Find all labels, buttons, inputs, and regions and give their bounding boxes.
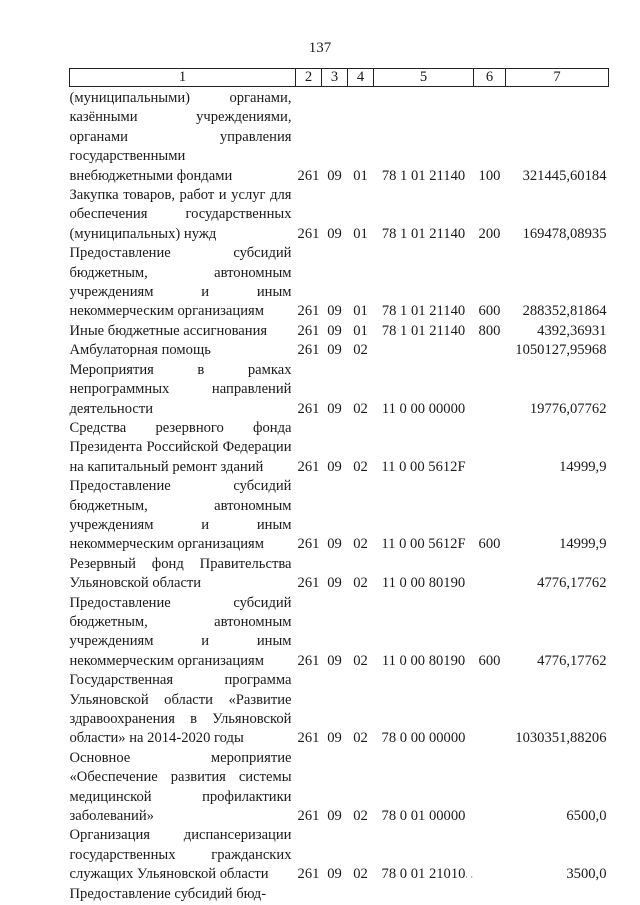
row-cs-code: 78 1 01 21140	[381, 303, 466, 320]
column-header-4: 4	[348, 69, 374, 87]
row-cs-code: 78 1 01 21140	[381, 225, 466, 242]
row-gr-code	[296, 885, 322, 904]
table-body	[70, 87, 609, 905]
row-cs-code: 11 0 00 00000	[381, 400, 466, 417]
row-sum: 6500,0	[566, 808, 607, 825]
row-vr-code: 600	[478, 536, 501, 553]
row-vr-code	[474, 555, 506, 594]
row-rz-code: 09	[327, 167, 342, 184]
row-sum: 19776,07762	[529, 400, 607, 417]
row-sum: 1050127,95968	[515, 342, 607, 359]
row-vr-code: 200	[478, 225, 501, 242]
row-pr-code: 02	[353, 652, 368, 669]
row-pr-code: 02	[353, 808, 368, 825]
table-row	[70, 555, 609, 594]
row-cs-code	[374, 341, 474, 360]
row-sum: 14999,9	[559, 458, 607, 475]
column-header-7: 7	[506, 69, 609, 87]
table-header	[70, 69, 609, 87]
row-name: Амбулаторная помощь	[69, 342, 211, 359]
table-row	[70, 477, 609, 555]
row-pr-code: 02	[353, 575, 368, 592]
row-gr-code: 261	[297, 458, 320, 475]
row-name: Закупка товаров, работ и услуг для обеспечения государственных (муниципальных) нужд	[69, 187, 292, 242]
row-rz-code: 09	[327, 303, 342, 320]
row-sum: 288352,81864	[522, 303, 607, 320]
row-sum	[506, 885, 609, 904]
row-sum: 4392,36931	[537, 322, 607, 339]
row-vr-code	[474, 671, 506, 749]
table-row	[70, 671, 609, 749]
page-number: 137	[308, 40, 332, 56]
table-row	[70, 341, 609, 360]
row-rz-code: 09	[327, 536, 342, 553]
row-pr-code: 02	[353, 866, 368, 883]
column-header-5: 5	[374, 69, 474, 87]
row-cs-code	[374, 885, 474, 904]
row-pr-code: 02	[353, 400, 368, 417]
table-row	[70, 826, 609, 884]
table-row	[70, 885, 609, 904]
row-name: Предоставление субсидий бюджетным, автономным учреждениям и иным некоммерческим организациям	[69, 245, 292, 320]
row-name: Резервный фонд Правительства Ульяновской области	[69, 555, 292, 592]
row-rz-code: 09	[327, 322, 342, 339]
row-pr-code: 02	[353, 458, 368, 475]
row-rz-code: 09	[327, 400, 342, 417]
row-vr-code	[474, 826, 506, 884]
row-gr-code: 261	[297, 866, 320, 883]
table-row	[70, 419, 609, 477]
row-gr-code: 261	[297, 400, 320, 417]
table-row	[70, 244, 609, 322]
row-rz-code: 09	[327, 458, 342, 475]
row-rz-code	[322, 885, 348, 904]
row-name: Предоставление субсидий бюд-	[69, 885, 267, 902]
row-pr-code: 01	[353, 322, 368, 339]
row-vr-code: 600	[478, 652, 501, 669]
column-header-6: 6	[474, 69, 506, 87]
row-pr-code: 01	[353, 303, 368, 320]
row-gr-code: 261	[297, 808, 320, 825]
table-row	[70, 594, 609, 672]
row-sum: 4776,17762	[537, 652, 607, 669]
row-name: Предоставление субсидий бюджетным, автономным учреждениям и иным некоммерческим организациям	[69, 594, 292, 669]
row-vr-code	[474, 341, 506, 360]
row-rz-code: 09	[327, 342, 342, 359]
column-header-3: 3	[322, 69, 348, 87]
row-gr-code: 261	[297, 536, 320, 553]
row-name: (муниципальными) органами, казёнными учреждениями, органами управления государственными внебюджетными фондами	[69, 90, 292, 184]
row-cs-code: 78 1 01 21140	[381, 322, 466, 339]
row-pr-code	[348, 885, 374, 904]
row-vr-code	[474, 885, 506, 904]
row-sum: 3500,0	[566, 866, 607, 883]
row-name: Иные бюджетные ассигнования	[69, 322, 268, 339]
row-cs-code: 78 1 01 21140	[381, 167, 466, 184]
budget-table	[69, 68, 609, 904]
row-vr-code	[474, 419, 506, 477]
row-pr-code: 01	[353, 225, 368, 242]
row-cs-code: 11 0 00 80190	[381, 575, 466, 592]
row-sum: 169478,08935	[522, 225, 607, 242]
row-rz-code: 09	[327, 730, 342, 747]
row-name: Основное мероприятие «Обеспечение развития системы медицинской профилактики заболеваний»	[69, 749, 292, 825]
row-gr-code: 261	[297, 575, 320, 592]
table-row	[70, 186, 609, 244]
row-cs-code: 11 0 00 5612F	[381, 458, 466, 475]
row-name: Организация диспансеризации государственных гражданских служащих Ульяновской области	[69, 827, 292, 883]
row-rz-code: 09	[327, 225, 342, 242]
row-pr-code: 01	[353, 167, 368, 184]
table-row	[70, 322, 609, 341]
row-gr-code: 261	[297, 652, 320, 669]
column-header-1: 1	[70, 69, 296, 87]
row-name: Средства резервного фонда Президента Российской Федерации на капитальный ремонт зданий	[69, 419, 292, 475]
row-cs-code: 78 0 01 21010	[381, 866, 466, 883]
row-cs-code: 78 0 01 00000	[381, 808, 466, 825]
row-pr-code: 02	[353, 730, 368, 747]
column-header-2: 2	[296, 69, 322, 87]
row-cs-code: 11 0 00 80190	[381, 652, 466, 669]
row-name: Мероприятия в рамках непрограммных направлений деятельности	[69, 361, 292, 417]
row-sum: 14999,9	[559, 536, 607, 553]
row-vr-code: 800	[478, 322, 501, 339]
row-gr-code: 261	[297, 730, 320, 747]
table-row	[70, 361, 609, 419]
row-gr-code: 261	[297, 167, 320, 184]
row-rz-code: 09	[327, 808, 342, 825]
row-pr-code: 02	[353, 342, 368, 359]
row-gr-code: 261	[297, 303, 320, 320]
row-cs-code: 11 0 00 5612F	[381, 536, 466, 553]
row-name: Предоставление субсидий бюджетным, автономным учреждениям и иным некоммерческим организациям	[69, 478, 292, 553]
row-sum: 4776,17762	[537, 575, 607, 592]
row-vr-code	[474, 361, 506, 419]
row-name: Государственная программа Ульяновской области «Развитие здравоохранения в Ульяновской области» на 2014-2020 годы	[69, 672, 292, 747]
row-pr-code: 02	[353, 536, 368, 553]
row-cs-code: 78 0 00 00000	[381, 730, 466, 747]
row-rz-code: 09	[327, 866, 342, 883]
table-row	[70, 87, 609, 187]
row-rz-code: 09	[327, 575, 342, 592]
table-row	[70, 749, 609, 827]
row-gr-code: 261	[297, 322, 320, 339]
row-vr-code: 100	[478, 167, 501, 184]
row-sum: 1030351,88206	[515, 730, 607, 747]
row-gr-code: 261	[297, 342, 320, 359]
scan-speck: · ·	[465, 872, 474, 882]
row-vr-code: 600	[478, 303, 501, 320]
row-vr-code	[474, 749, 506, 827]
row-gr-code: 261	[297, 225, 320, 242]
row-rz-code: 09	[327, 652, 342, 669]
row-sum: 321445,60184	[522, 167, 607, 184]
